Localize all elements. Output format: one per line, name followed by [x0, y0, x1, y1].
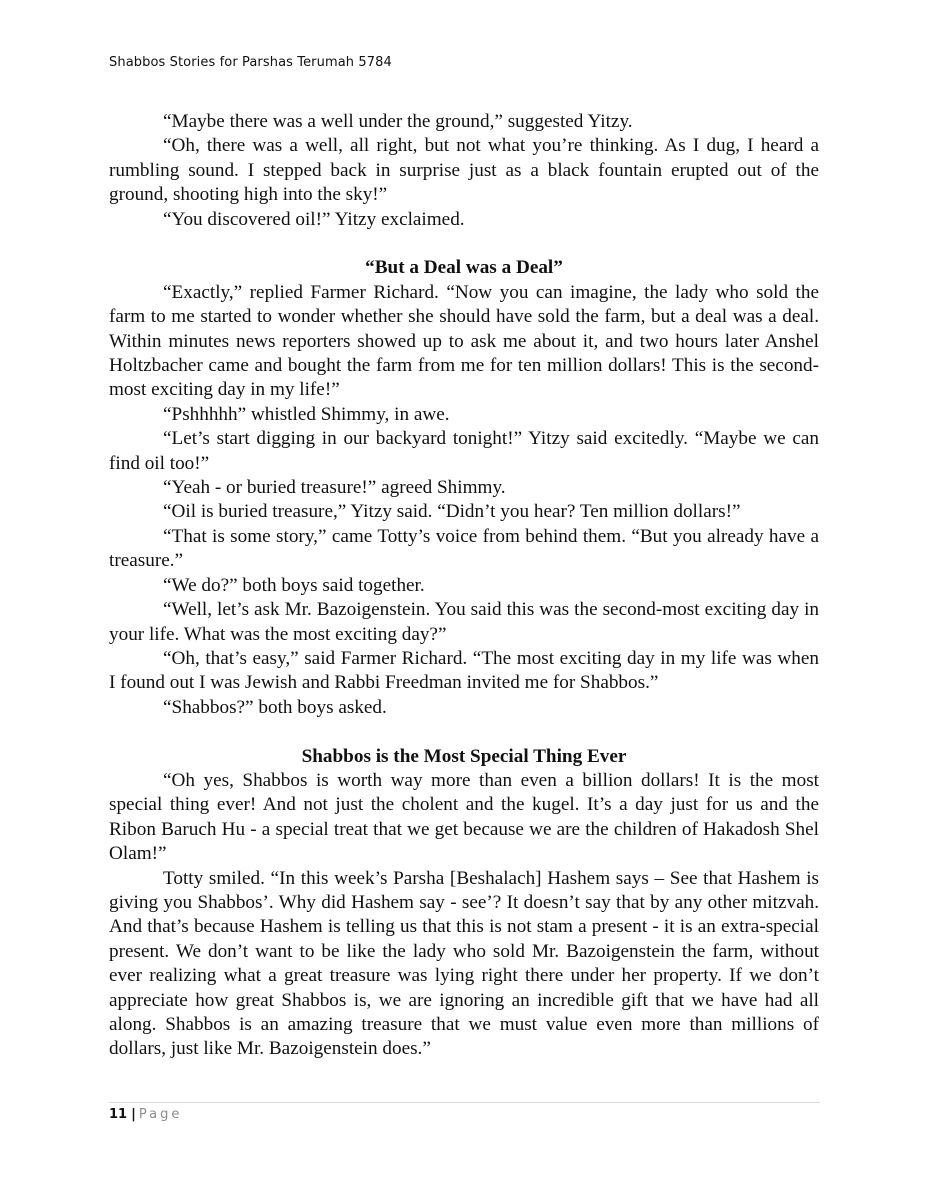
story-body: [109, 110, 819, 1062]
paragraph: “Maybe there was a well under the ground,” suggested Yitzy.: [163, 111, 633, 132]
paragraph: “We do?” both boys said together.: [163, 574, 425, 596]
paragraph: “Shabbos?” both boys asked.: [163, 696, 387, 718]
page-number: 11: [109, 1107, 128, 1122]
page-label: Page: [138, 1107, 183, 1122]
paragraph: “Well, let’s ask Mr. Bazoigenstein. You said this was the second-most exciting day in your life. What was the most exciting day?”: [109, 599, 819, 645]
paragraph: “You discovered oil!” Yitzy exclaimed.: [163, 208, 465, 230]
running-header: Shabbos Stories for Parshas Terumah 5784: [109, 55, 392, 70]
paragraph: Totty smiled. “In this week’s Parsha [Beshalach] Hashem says – See that Hashem is giving you Shabbos’. Why did Hashem say - see’? It doesn’t say that by any other mitzvah. And that’s because Hashem is telling us that this is not stam a present - it is an extra-special present. We don’t want to be like the lady who sold Mr. Bazoigenstein the farm, without ever realizing what a great treasure was lying right there under her property. If we don’t appreciate how great Shabbos is, we are ignoring an incredible gift that we have had all along. Shabbos is an amazing treasure that we must value even more than millions of dollars, just like Mr. Bazoigenstein does.”: [109, 867, 819, 1060]
section-heading: Shabbos is the Most Special Thing Ever: [301, 745, 627, 767]
footer-divider: [109, 1102, 820, 1103]
paragraph: “Oh, that’s easy,” said Farmer Richard. “The most exciting day in my life was when I found out I was Jewish and Rabbi Freedman invited me for Shabbos.”: [109, 647, 819, 694]
footer-separator: |: [131, 1107, 136, 1122]
paragraph: “Pshhhhh” whistled Shimmy, in awe.: [163, 403, 450, 425]
paragraph: “Oil is buried treasure,” Yitzy said. “Didn’t you hear? Ten million dollars!”: [163, 501, 741, 523]
paragraph: “Let’s start digging in our backyard tonight!” Yitzy said excitedly. “Maybe we can find oil too!”: [109, 428, 819, 474]
paragraph: “That is some story,” came Totty’s voice from behind them. “But you already have a treasure.”: [109, 525, 819, 572]
paragraph: “Oh, there was a well, all right, but not what you’re thinking. As I dug, I heard a rumbling sound. I stepped back in surprise just as a black fountain erupted out of the ground, shooting high into the sky!”: [109, 135, 819, 206]
section-heading: “But a Deal was a Deal”: [365, 257, 563, 279]
paragraph: “Oh yes, Shabbos is worth way more than even a billion dollars! It is the most special thing ever! And not just the cholent and the kugel. It’s a day just for us and the Ribon Baruch Hu - a special treat that we get because we are the children of Hakadosh Shel Olam!”: [109, 769, 819, 865]
page-footer: [109, 1107, 182, 1122]
paragraph: “Exactly,” replied Farmer Richard. “Now you can imagine, the lady who sold the farm to me started to wonder whether she should have sold the farm, but a deal was a deal. Within minutes news reporters showed up to ask me about it, and two hours later Anshel Holtzbacher came and bought the farm from me for ten million dollars! This is the second-most exciting day in my life!”: [109, 281, 819, 401]
paragraph: “Yeah - or buried treasure!” agreed Shimmy.: [163, 477, 506, 499]
